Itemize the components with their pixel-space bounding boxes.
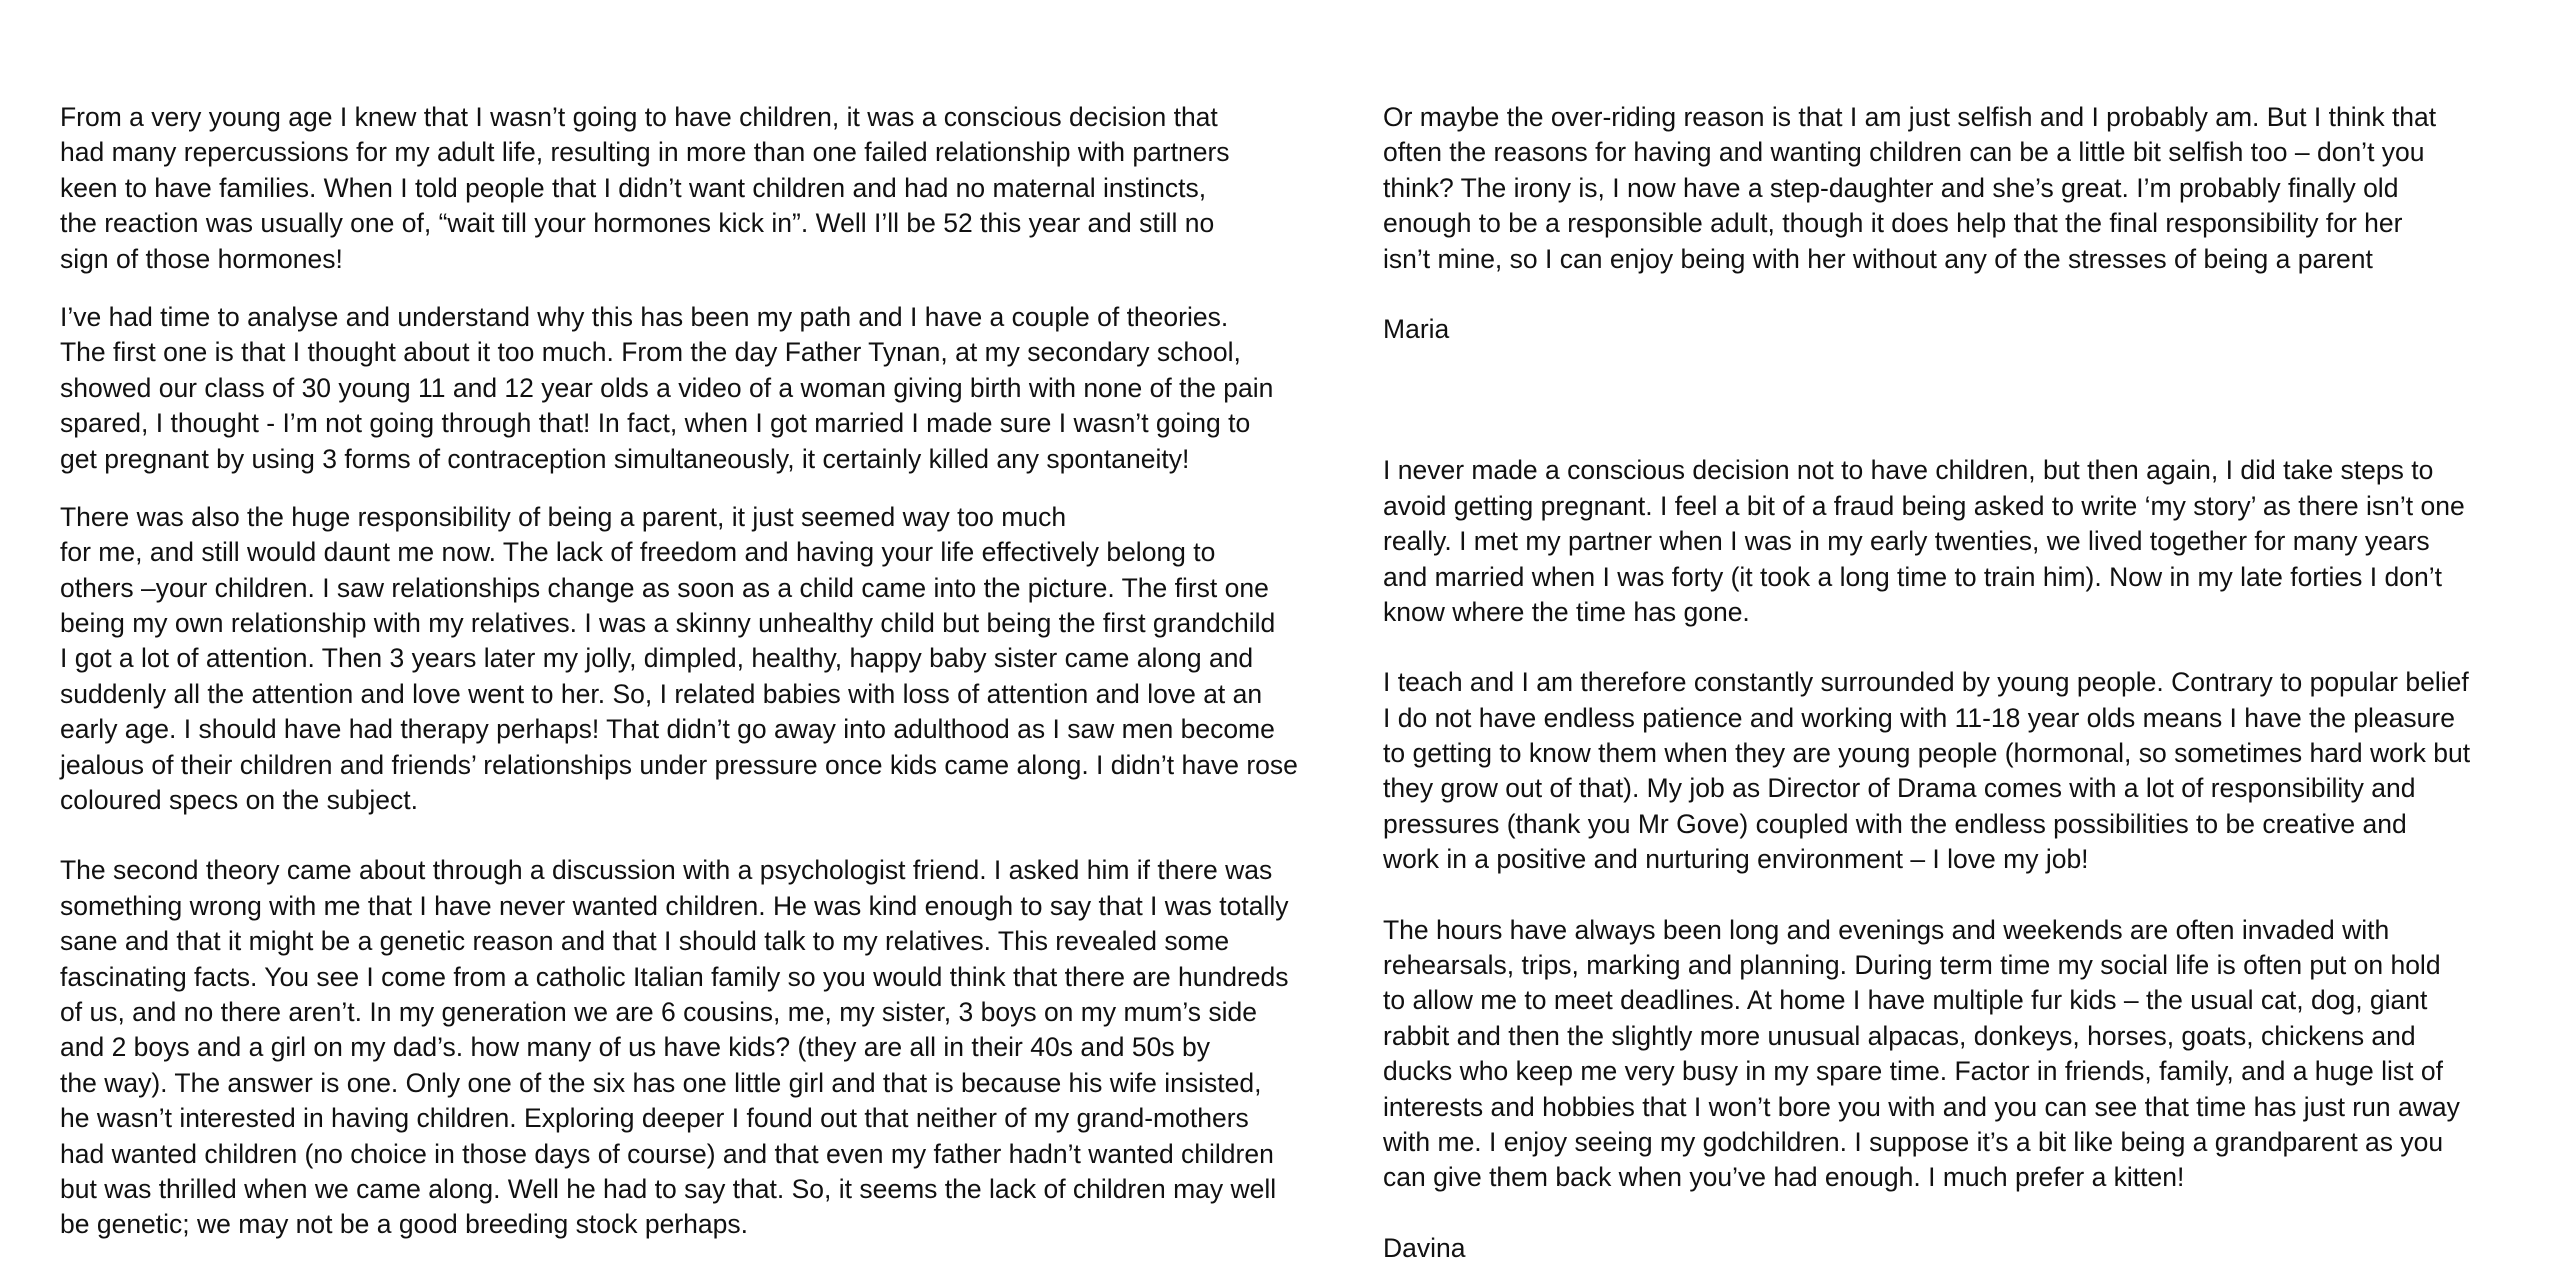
text-line: really. I met my partner when I was in my early twenties, we lived together for many years [1383, 526, 2430, 557]
paragraph-spacer [60, 477, 1360, 500]
paragraph [1383, 100, 2533, 277]
text-line: spared, I thought - I’m not going through that! In fact, when I got married I made sure I wasn’t going to [60, 408, 1251, 439]
paragraph-spacer [1383, 878, 2533, 913]
paragraph [60, 300, 1360, 477]
paragraph [60, 100, 1360, 277]
text-line: with me. I enjoy seeing my godchildren. I suppose it’s a bit like being a grandparent as you [1383, 1126, 2444, 1157]
text-line: coloured specs on the subject. [60, 785, 418, 816]
text-line: I never made a conscious decision not to have children, but then again, I did take steps to [1383, 455, 2434, 486]
text-line: jealous of their children and friends’ relationships under pressure once kids came along. I didn’t have rose [60, 749, 1298, 780]
text-line: of us, and no there aren’t. In my generation we are 6 cousins, me, my sister, 3 boys on my mum’s side [60, 996, 1257, 1027]
text-line: and 2 boys and a girl on my dad’s. how many of us have kids? (they are all in their 40s and 50s by [60, 1032, 1210, 1063]
text-line: something wrong with me that I have never wanted children. He was kind enough to say that I was totally [60, 890, 1289, 921]
text-line: the reaction was usually one of, “wait till your hormones kick in”. Well I’ll be 52 this year and still no [60, 208, 1215, 239]
text-line: sign of those hormones! [60, 243, 343, 274]
text-line: The second theory came about through a discussion with a psychologist friend. I asked him if there was [60, 855, 1273, 886]
text-line: often the reasons for having and wanting children can be a little bit selfish too – don’t you [1383, 137, 2425, 168]
text-line: I do not have endless patience and working with 11-18 year olds means I have the pleasure [1383, 702, 2455, 733]
text-line: and married when I was forty (it took a long time to train him). Now in my late forties I don’t [1383, 561, 2442, 592]
paragraph-spacer [1383, 277, 2533, 312]
text-line: avoid getting pregnant. I feel a bit of a fraud being asked to write ‘my story’ as there isn’t one [1383, 490, 2465, 521]
paragraph-spacer [1383, 347, 2533, 453]
paragraph-spacer [1383, 630, 2533, 665]
paragraph [1383, 913, 2533, 1196]
signature-name [1383, 1231, 2533, 1266]
text-line: isn’t mine, so I can enjoy being with her without any of the stresses of being a parent [1383, 243, 2373, 274]
text-line: interests and hobbies that I won’t bore you with and you can see that time has just run away [1383, 1091, 2460, 1122]
text-line: Or maybe the over-riding reason is that I am just selfish and I probably am. But I think that [1383, 102, 2437, 132]
paragraph [60, 500, 1360, 819]
text-line: had wanted children (no choice in those days of course) and that even my father hadn’t wanted children [60, 1138, 1274, 1169]
text-line: know where the time has gone. [1383, 596, 1750, 627]
signature-name [1383, 312, 2533, 347]
text-line: rehearsals, trips, marking and planning. During term time my social life is often put on hold [1383, 950, 2441, 981]
text-line: ducks who keep me very busy in my spare time. Factor in friends, family, and a huge list of [1383, 1056, 2443, 1087]
text-line: Maria [1383, 313, 1450, 344]
text-line: the way). The answer is one. Only one of the six has one little girl and that is because his wife insisted, [60, 1067, 1262, 1098]
text-line: but was thrilled when we came along. Well he had to say that. So, it seems the lack of children may well [60, 1173, 1277, 1204]
right-column [1383, 100, 2533, 1266]
paragraph-spacer [1383, 1196, 2533, 1231]
text-line: I got a lot of attention. Then 3 years later my jolly, dimpled, healthy, happy baby sister came along and [60, 643, 1254, 674]
text-line: rabbit and then the slightly more unusual alpacas, donkeys, horses, goats, chickens and [1383, 1020, 2416, 1051]
text-line: being my own relationship with my relatives. I was a skinny unhealthy child but being the first grandchild [60, 608, 1276, 639]
text-line: fascinating facts. You see I come from a catholic Italian family so you would think that there are hundreds [60, 961, 1289, 992]
text-line: sane and that it might be a genetic reason and that I should talk to my relatives. This revealed some [60, 926, 1230, 957]
text-line: I teach and I am therefore constantly surrounded by young people. Contrary to popular belief [1383, 667, 2469, 698]
text-line: enough to be a responsible adult, though it does help that the final responsibility for her [1383, 208, 2403, 239]
text-line: had many repercussions for my adult life, resulting in more than one failed relationship with partners [60, 137, 1230, 168]
left-column [60, 100, 1360, 1243]
text-line: early age. I should have had therapy perhaps! That didn’t go away into adulthood as I saw men become [60, 714, 1275, 745]
text-line: work in a positive and nurturing environment – I love my job! [1383, 844, 2089, 875]
text-line: suddenly all the attention and love went to her. So, I related babies with loss of attention and love at an [60, 678, 1263, 709]
text-line: Davina [1383, 1232, 1466, 1263]
text-line: pressures (thank you Mr Gove) coupled with the endless possibilities to be creative and [1383, 808, 2407, 839]
text-line: think? The irony is, I now have a step-daughter and she’s great. I’m probably finally old [1383, 172, 2399, 203]
text-line: others –your children. I saw relationships change as soon as a child came into the picture. The first one [60, 572, 1269, 603]
text-line: they grow out of that). My job as Director of Drama comes with a lot of responsibility and [1383, 773, 2416, 804]
text-line: keen to have families. When I told people that I didn’t want children and had no maternal instincts, [60, 172, 1207, 203]
paragraph-spacer [60, 818, 1360, 853]
text-line: I’ve had time to analyse and understand why this has been my path and I have a couple of theories. [60, 301, 1229, 332]
text-line: can give them back when you’ve had enough. I much prefer a kitten! [1383, 1162, 2185, 1193]
text-line: to getting to know them when they are young people (hormonal, so sometimes hard work but [1383, 738, 2471, 769]
text-line: he wasn’t interested in having children. Exploring deeper I found out that neither of my grand-mothers [60, 1103, 1249, 1134]
text-line: From a very young age I knew that I wasn’t going to have children, it was a conscious decision that [60, 102, 1218, 132]
text-line: The hours have always been long and evenings and weekends are often invaded with [1383, 914, 2390, 945]
text-line: get pregnant by using 3 forms of contraception simultaneously, it certainly killed any spontaneity! [60, 443, 1190, 474]
paragraph-spacer [60, 277, 1360, 300]
text-line: to allow me to meet deadlines. At home I have multiple fur kids – the usual cat, dog, giant [1383, 985, 2428, 1016]
text-line: There was also the huge responsibility of being a parent, it just seemed way too much [60, 501, 1067, 532]
text-line: The first one is that I thought about it too much. From the day Father Tynan, at my secondary school, [60, 337, 1241, 368]
text-line: showed our class of 30 young 11 and 12 year olds a video of a woman giving birth with none of the pain [60, 372, 1274, 403]
text-line: be genetic; we may not be a good breeding stock perhaps. [60, 1209, 748, 1240]
text-line: for me, and still would daunt me now. The lack of freedom and having your life effectively belong to [60, 537, 1216, 568]
paragraph [1383, 665, 2533, 877]
paragraph [1383, 453, 2533, 630]
paragraph [60, 853, 1360, 1242]
